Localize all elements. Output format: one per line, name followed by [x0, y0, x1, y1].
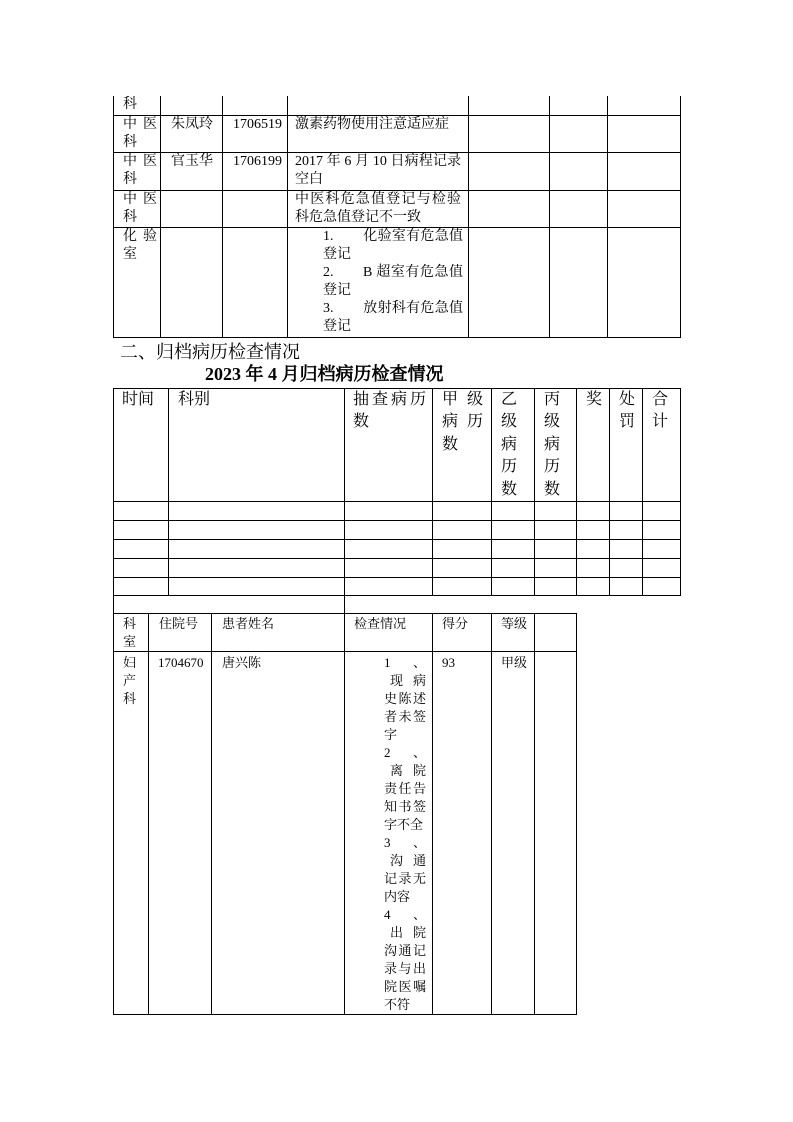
finding-number: 4、 [384, 907, 426, 922]
table-row [114, 115, 681, 152]
issue-cell [288, 115, 469, 152]
table-row [114, 521, 681, 540]
issue-list [323, 228, 463, 336]
header-grade-c-count: 丙级病历数 [544, 391, 561, 498]
header-admission-number: 住院号 [159, 616, 199, 631]
list-item [323, 228, 463, 264]
issue-text: 激素药物使用注意适应症 [295, 116, 449, 132]
continued-inspection-table [113, 96, 681, 338]
name-cell [161, 152, 223, 190]
dept-text: 中医科 [123, 153, 157, 187]
issue-text: 2017 年 6 月 10 日病程记录空白 [295, 153, 461, 187]
dept-text: 妇产科 [123, 655, 137, 706]
summary-title: 2023 年 4 月归档病历检查情况 [205, 364, 444, 384]
detail-table [113, 613, 577, 1015]
header-grade: 等级 [501, 616, 528, 631]
list-number: 1. [323, 228, 334, 244]
dept-cell [114, 227, 161, 337]
summary-table [113, 388, 681, 596]
name-cell [161, 115, 223, 152]
dept-text: 中医科 [123, 116, 157, 150]
header-sampled-count: 抽查病历数 [353, 391, 426, 431]
list-item [323, 300, 463, 336]
issue-cell [288, 152, 469, 190]
list-number: 3. [323, 300, 334, 316]
header-time: 时间 [122, 391, 155, 408]
patient-name: 唐兴陈 [222, 655, 262, 670]
table-row [114, 152, 681, 190]
dept-cell [114, 152, 161, 190]
list-text: B 超室有危急值登记 [323, 264, 463, 298]
record-cell [223, 227, 288, 337]
finding-text: 出院沟通记录与出院医嘱不符 [384, 925, 426, 1012]
section-heading: 二、归档病历检查情况 [120, 342, 300, 362]
doctor-name: 朱凤玲 [171, 116, 213, 132]
header-grade-b-count: 乙级病历数 [501, 391, 518, 498]
header-grade-a-count: 甲级病历数 [442, 391, 483, 453]
finding-text: 离院责任告知书签字不全 [384, 763, 426, 832]
record-cell [223, 190, 288, 227]
dept-text: 科 [123, 97, 137, 112]
table-row [114, 578, 681, 596]
dept-cell [114, 115, 161, 152]
record-cell [223, 152, 288, 190]
header-total: 合计 [652, 391, 669, 431]
doctor-name: 官玉华 [171, 153, 213, 169]
finding-text: 现病史陈述者未签字 [384, 673, 426, 742]
grade-value: 甲级 [501, 655, 528, 670]
name-cell [161, 227, 223, 337]
finding-number: 3、 [384, 835, 426, 850]
findings-list [384, 652, 426, 1013]
list-number: 2. [323, 264, 334, 280]
record-number: 1706519 [233, 116, 282, 132]
header-row [114, 389, 681, 502]
list-text: 放射科有危急值登记 [323, 300, 463, 334]
header-department: 科别 [178, 391, 211, 408]
table-row [114, 540, 681, 559]
finding-number: 1、 [384, 655, 426, 670]
empty-cell [113, 594, 345, 613]
table-row [114, 559, 681, 578]
issue-cell [288, 190, 469, 227]
issue-cell [288, 227, 469, 337]
dept-cell [114, 190, 161, 227]
dept-cell [114, 96, 161, 115]
table-row [114, 96, 681, 115]
finding-number: 2、 [384, 745, 426, 760]
header-penalty: 处罚 [619, 391, 636, 431]
score-value: 93 [442, 655, 455, 670]
header-department: 科室 [123, 616, 137, 649]
table-row [114, 190, 681, 227]
header-score: 得分 [442, 616, 469, 631]
finding-text: 沟通记录无内容 [384, 853, 426, 904]
table-row [114, 227, 681, 337]
issue-text: 中医科危急值登记与检验科危急值登记不一致 [295, 191, 461, 225]
list-item [323, 264, 463, 300]
dept-text: 中医科 [123, 191, 157, 225]
record-cell [223, 115, 288, 152]
dept-text: 化验室 [123, 228, 157, 262]
record-number: 1706199 [233, 153, 282, 169]
name-cell [161, 190, 223, 227]
header-findings: 检查情况 [354, 616, 407, 631]
header-row [114, 614, 577, 652]
table-row [114, 652, 577, 1015]
header-reward: 奖 [586, 391, 603, 408]
admission-number: 1704670 [158, 655, 204, 670]
table-row [114, 502, 681, 521]
header-patient-name: 患者姓名 [222, 616, 275, 631]
list-text: 化验室有危急值登记 [323, 228, 463, 262]
